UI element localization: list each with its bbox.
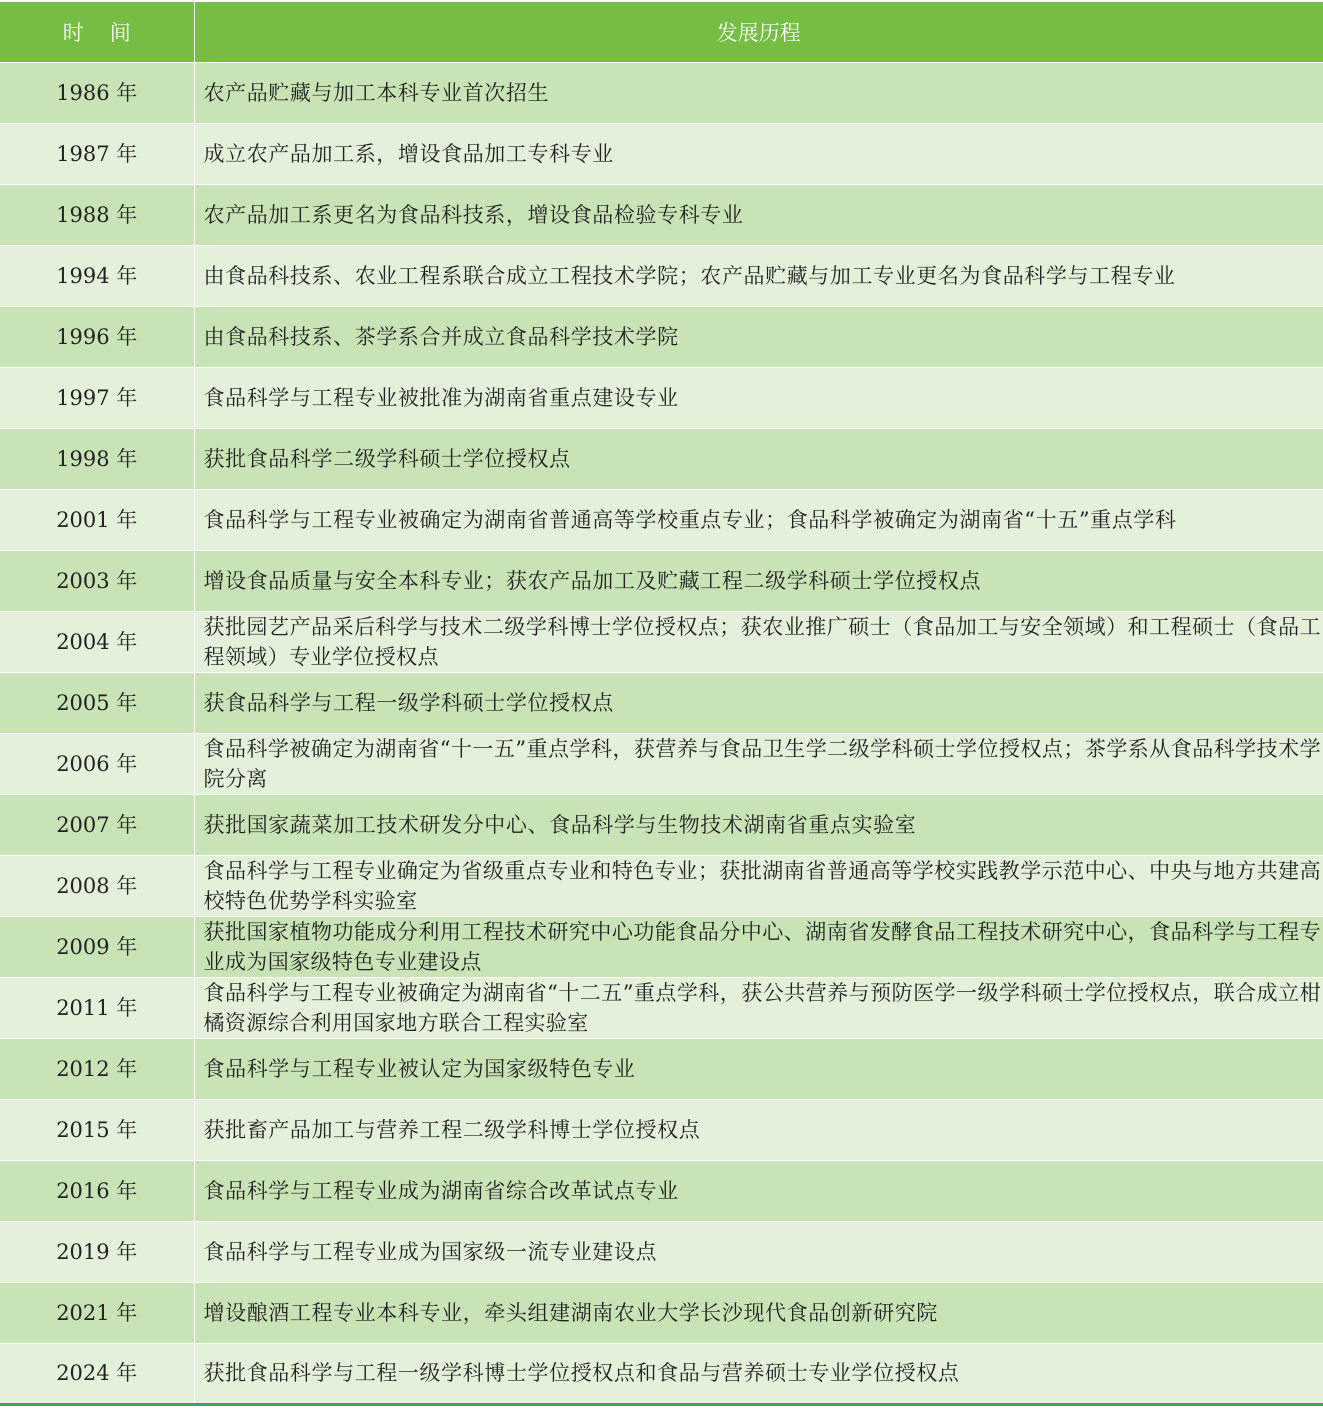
table-row [0, 1160, 1323, 1221]
row-year: 2016 年 [0, 1160, 194, 1221]
row-year: 2024 年 [0, 1343, 194, 1404]
table-row [0, 550, 1323, 611]
row-year: 2021 年 [0, 1282, 194, 1343]
table-row [0, 1038, 1323, 1099]
table-row [0, 733, 1323, 794]
row-year: 2012 年 [0, 1038, 194, 1099]
table-row [0, 1343, 1323, 1404]
table-row [0, 306, 1323, 367]
table-row [0, 855, 1323, 916]
table-row [0, 428, 1323, 489]
row-event: 由食品科技系、茶学系合并成立食品科学技术学院 [194, 306, 1323, 367]
row-year: 1986 年 [0, 62, 194, 123]
row-year: 2003 年 [0, 550, 194, 611]
row-event: 农产品加工系更名为食品科技系，增设食品检验专科专业 [194, 184, 1323, 245]
row-year: 1998 年 [0, 428, 194, 489]
row-event: 获批园艺产品采后科学与技术二级学科博士学位授权点；获农业推广硕士（食品加工与安全领域）和工程硕士（食品工程领域）专业学位授权点 [194, 611, 1323, 672]
row-year: 1987 年 [0, 123, 194, 184]
row-event: 食品科学与工程专业被认定为国家级特色专业 [194, 1038, 1323, 1099]
table-row [0, 62, 1323, 123]
table-row [0, 672, 1323, 733]
table-row [0, 977, 1323, 1038]
row-year: 2015 年 [0, 1099, 194, 1160]
row-event: 食品科学被确定为湖南省“十一五”重点学科，获营养与食品卫生学二级学科硕士学位授权点；茶学系从食品科学技术学院分离 [194, 733, 1323, 794]
row-event: 食品科学与工程专业被批准为湖南省重点建设专业 [194, 367, 1323, 428]
table-row [0, 1221, 1323, 1282]
row-year: 2008 年 [0, 855, 194, 916]
row-year: 2019 年 [0, 1221, 194, 1282]
header-history: 发展历程 [194, 2, 1323, 62]
table-row [0, 245, 1323, 306]
row-event: 由食品科技系、农业工程系联合成立工程技术学院；农产品贮藏与加工专业更名为食品科学与工程专业 [194, 245, 1323, 306]
table-row [0, 123, 1323, 184]
row-event: 成立农产品加工系，增设食品加工专科专业 [194, 123, 1323, 184]
row-year: 2009 年 [0, 916, 194, 977]
row-event: 农产品贮藏与加工本科专业首次招生 [194, 62, 1323, 123]
row-event: 获批国家植物功能成分利用工程技术研究中心功能食品分中心、湖南省发酵食品工程技术研究中心，食品科学与工程专业成为国家级特色专业建设点 [194, 916, 1323, 977]
table-row [0, 1099, 1323, 1160]
row-year: 2004 年 [0, 611, 194, 672]
row-year: 1996 年 [0, 306, 194, 367]
table-row [0, 367, 1323, 428]
row-year: 2006 年 [0, 733, 194, 794]
table-header-row [0, 2, 1323, 62]
table-row [0, 184, 1323, 245]
row-year: 2007 年 [0, 794, 194, 855]
row-event: 获批国家蔬菜加工技术研发分中心、食品科学与生物技术湖南省重点实验室 [194, 794, 1323, 855]
table-row [0, 611, 1323, 672]
table-row [0, 489, 1323, 550]
table-row [0, 1282, 1323, 1343]
table-row [0, 916, 1323, 977]
row-event: 食品科学与工程专业被确定为湖南省普通高等学校重点专业；食品科学被确定为湖南省“十五”重点学科 [194, 489, 1323, 550]
row-year: 1994 年 [0, 245, 194, 306]
row-year: 2011 年 [0, 977, 194, 1038]
row-event: 增设食品质量与安全本科专业；获农产品加工及贮藏工程二级学科硕士学位授权点 [194, 550, 1323, 611]
row-year: 1988 年 [0, 184, 194, 245]
row-event: 食品科学与工程专业确定为省级重点专业和特色专业；获批湖南省普通高等学校实践教学示范中心、中央与地方共建高校特色优势学科实验室 [194, 855, 1323, 916]
row-event: 食品科学与工程专业成为国家级一流专业建设点 [194, 1221, 1323, 1282]
header-time: 时间 [0, 2, 194, 62]
row-event: 获批食品科学二级学科硕士学位授权点 [194, 428, 1323, 489]
table-row [0, 794, 1323, 855]
row-event: 食品科学与工程专业被确定为湖南省“十二五”重点学科，获公共营养与预防医学一级学科硕士学位授权点，联合成立柑橘资源综合利用国家地方联合工程实验室 [194, 977, 1323, 1038]
row-event: 获食品科学与工程一级学科硕士学位授权点 [194, 672, 1323, 733]
row-event: 获批食品科学与工程一级学科博士学位授权点和食品与营养硕士专业学位授权点 [194, 1343, 1323, 1404]
row-year: 2005 年 [0, 672, 194, 733]
row-event: 食品科学与工程专业成为湖南省综合改革试点专业 [194, 1160, 1323, 1221]
row-event: 获批畜产品加工与营养工程二级学科博士学位授权点 [194, 1099, 1323, 1160]
row-event: 增设酿酒工程专业本科专业，牵头组建湖南农业大学长沙现代食品创新研究院 [194, 1282, 1323, 1343]
row-year: 2001 年 [0, 489, 194, 550]
history-timeline-table [0, 2, 1323, 1406]
row-year: 1997 年 [0, 367, 194, 428]
